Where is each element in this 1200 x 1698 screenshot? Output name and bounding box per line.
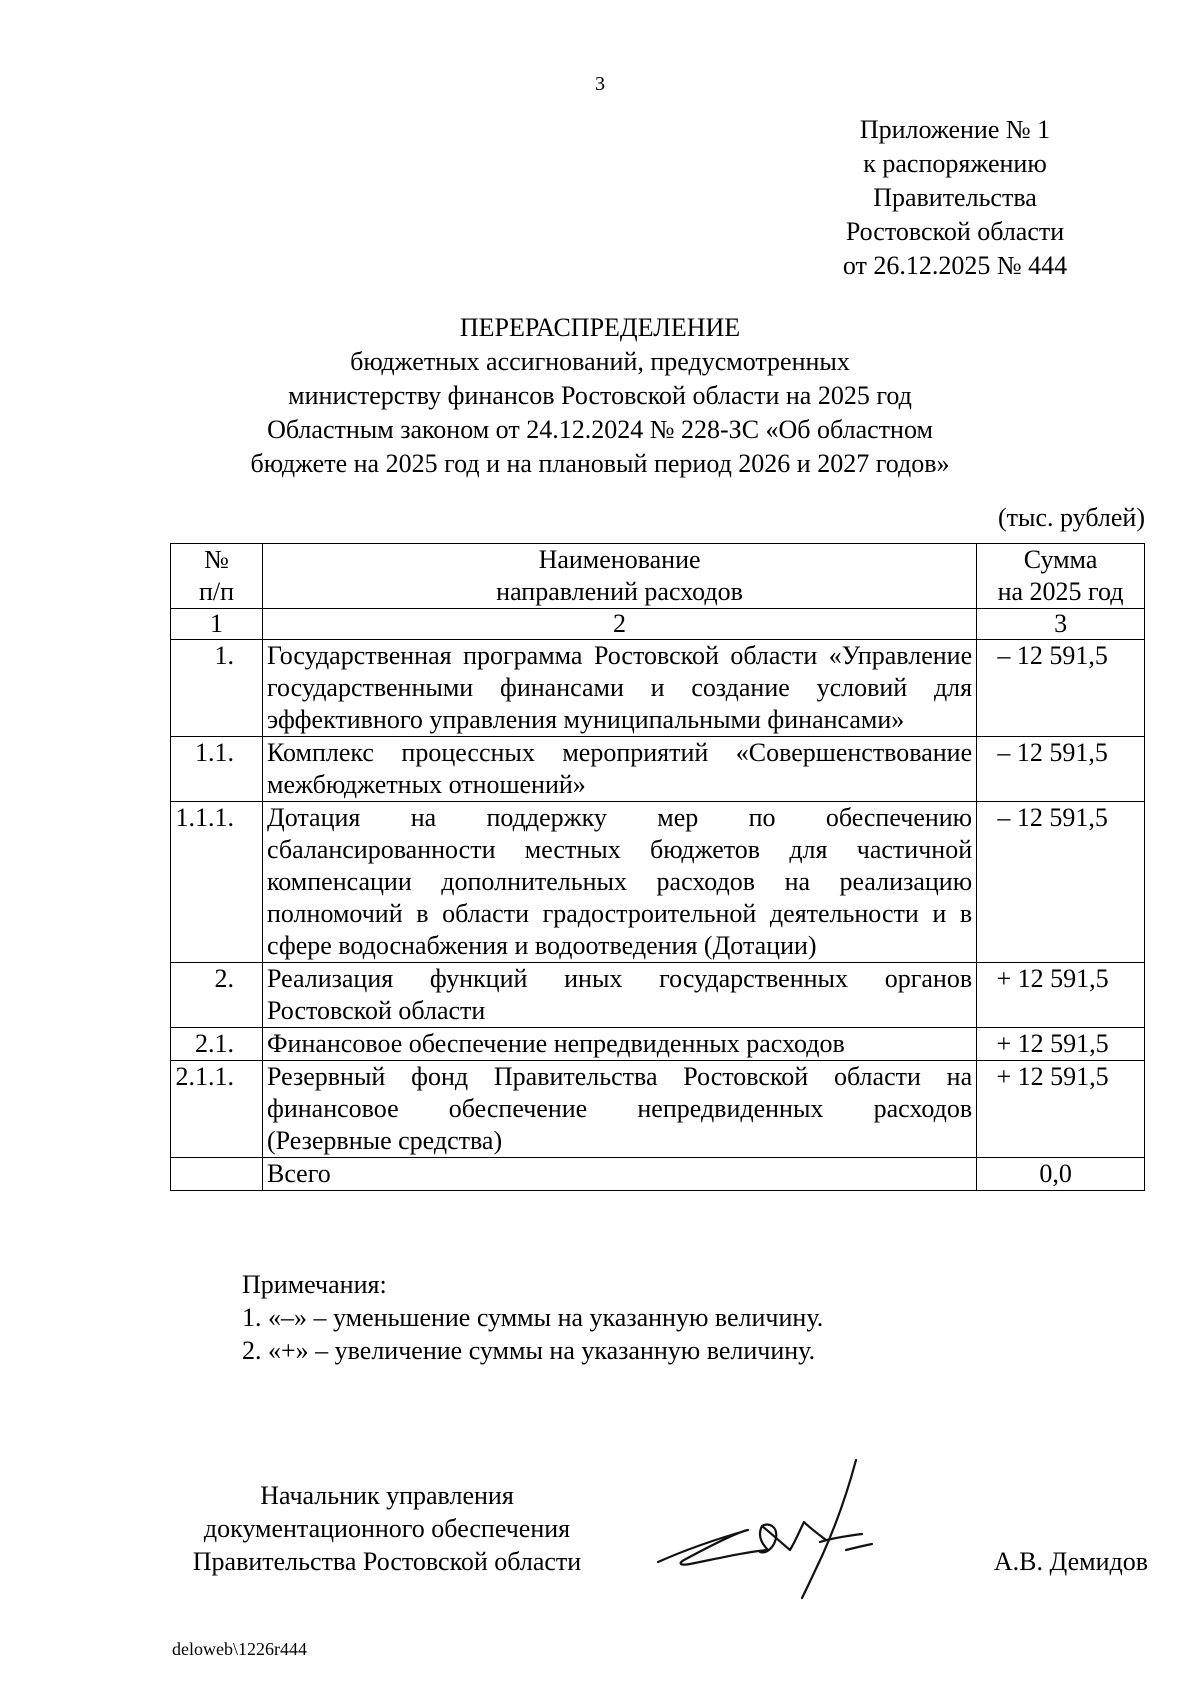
header-sum-line2: на 2025 год: [997, 577, 1124, 606]
appendix-line: от 26.12.2025 № 444: [842, 251, 1068, 280]
units-label: (тыс. рублей): [997, 503, 1145, 532]
table-row: [171, 1028, 1145, 1061]
column-index: 2: [262, 609, 976, 640]
document-title: [100, 311, 1100, 481]
title-line: бюджете на 2025 год и на плановый период 2026 и 2027 годов»: [250, 449, 950, 478]
row-number: 2.1.1.: [171, 1061, 263, 1158]
row-sum: – 12 591,5: [977, 640, 1145, 737]
notes-title: Примечания:: [242, 1270, 387, 1299]
row-number: 2.1.: [171, 1028, 263, 1061]
signer-name: А.В. Демидов: [993, 1547, 1148, 1576]
row-name: Дотация на поддержку мер по обеспечению сбалансированности местных бюджетов для частичной компенсации дополнительных расходов на реализацию полномочий в области градостроительной деятельности и в сфере водоснабжения и водоотведения (Дотации): [262, 802, 976, 963]
appendix-header: [780, 113, 1130, 283]
header-name: [262, 544, 976, 609]
signer-title-line: документационного обеспечения: [203, 1514, 571, 1543]
title-heading: ПЕРЕРАСПРЕДЕЛЕНИЕ: [459, 313, 741, 342]
table-row: [171, 963, 1145, 1028]
row-name: Комплекс процессных мероприятий «Совершенствование межбюджетных отношений»: [262, 737, 976, 802]
row-sum: + 12 591,5: [977, 1061, 1145, 1158]
document-reference: deloweb\1226r444: [172, 1639, 307, 1659]
column-index-row: [171, 609, 1145, 640]
table-row: [171, 737, 1145, 802]
signer-title-line: Начальник управления: [260, 1481, 514, 1510]
appendix-line: к распоряжению: [863, 149, 1047, 178]
title-line: министерству финансов Ростовской области на 2025 год: [288, 381, 912, 410]
total-label: Всего: [262, 1158, 976, 1191]
page-number: 3: [595, 73, 605, 95]
row-sum: – 12 591,5: [977, 737, 1145, 802]
appendix-line: Приложение № 1: [859, 115, 1051, 144]
header-name-line1: Наименование: [538, 545, 701, 574]
table-row: [171, 1061, 1145, 1158]
row-sum: + 12 591,5: [977, 1028, 1145, 1061]
column-index: 3: [977, 609, 1145, 640]
row-number: 1.: [171, 640, 263, 737]
header-num-line2: п/п: [198, 577, 235, 606]
title-line: бюджетных ассигнований, предусмотренных: [350, 347, 850, 376]
handwritten-signature: [650, 1450, 950, 1600]
row-sum: – 12 591,5: [977, 802, 1145, 963]
row-name: Реализация функций иных государственных органов Ростовской области: [262, 963, 976, 1028]
budget-table: [170, 543, 1145, 1191]
note-item: 1. «–» – уменьшение суммы на указанную величину.: [242, 1303, 824, 1332]
title-line: Областным законом от 24.12.2024 № 228-ЗС «Об областном: [267, 415, 933, 444]
row-number: 2.: [171, 963, 263, 1028]
header-num: [171, 544, 263, 609]
row-name: Финансовое обеспечение непредвиденных расходов: [262, 1028, 976, 1061]
appendix-line: Правительства: [873, 183, 1037, 212]
row-name: Государственная программа Ростовской области «Управление государственными финансами и создание условий для эффективного управления муниципальными финансами»: [262, 640, 976, 737]
row-number: 1.1.: [171, 737, 263, 802]
table-total-row: [171, 1158, 1145, 1191]
column-index: 1: [171, 609, 263, 640]
appendix-line: Ростовской области: [845, 217, 1065, 246]
total-sum: 0,0: [977, 1158, 1145, 1191]
header-name-line2: направлений расходов: [496, 577, 743, 606]
row-name: Резервный фонд Правительства Ростовской области на финансовое обеспечение непредвиденных расходов (Резервные средства): [262, 1061, 976, 1158]
total-number-empty: [171, 1158, 263, 1191]
note-item: 2. «+» – увеличение суммы на указанную величину.: [242, 1336, 816, 1365]
signer-title-line: Правительства Ростовской области: [192, 1547, 582, 1576]
table-row: [171, 640, 1145, 737]
signer-title: [172, 1479, 602, 1578]
notes-section: [242, 1268, 823, 1367]
row-sum: + 12 591,5: [977, 963, 1145, 1028]
table-header-row: [171, 544, 1145, 609]
table-row: [171, 802, 1145, 963]
row-number: 1.1.1.: [171, 802, 263, 963]
header-sum-line1: Сумма: [1023, 545, 1098, 574]
header-sum: [977, 544, 1145, 609]
header-num-line1: №: [204, 545, 229, 574]
